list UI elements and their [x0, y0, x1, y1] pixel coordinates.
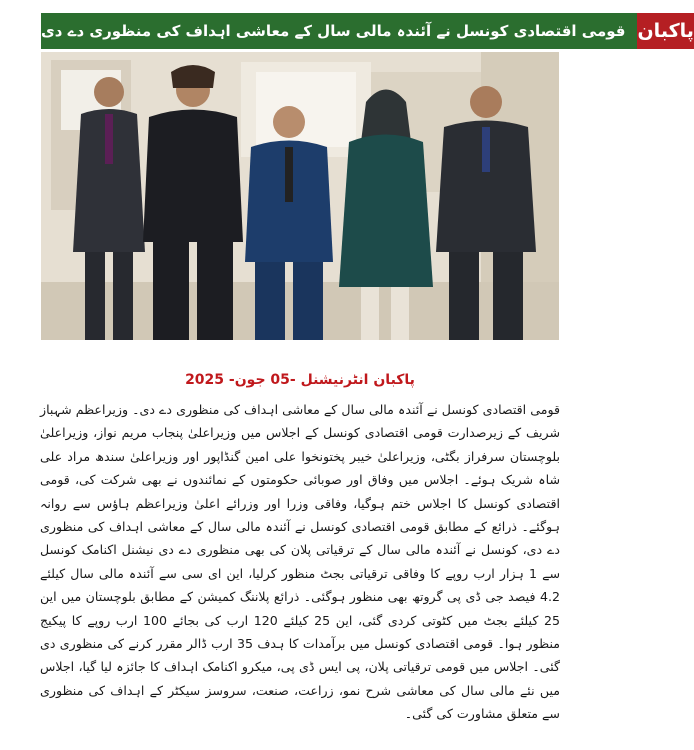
brand-logo: پاکبان	[637, 13, 693, 49]
news-photo	[41, 52, 559, 340]
group-photo-icon	[41, 52, 559, 340]
dateline: پاکبان انٹرنیشنل -05 جون- 2025	[185, 372, 415, 388]
headline-banner	[41, 13, 694, 49]
headline: قومی اقتصادی کونسل نے آئندہ مالی سال کے معاشی اہداف کی منظوری دے دی	[41, 13, 637, 49]
article-body: قومی اقتصادی کونسل نے آئندہ مالی سال کے معاشی اہداف کی منظوری دے دی۔ وزیراعظم شہباز شریف کے زیرصدارت قومی اقتصادی کونسل کے اجلاس میں وزیراعلیٰ پنجاب مریم نواز، وزیراعلیٰ بلوچستان سرفراز بگٹی، وزیراعلیٰ خیبر پختونخوا علی امین گنڈاپور اور وزیراعلیٰ سندھ مراد علی شاہ شریک ہوئے۔ اجلاس میں وفاق اور صوبائی حکومتوں کے نمائندوں نے بھی شرکت کی، قومی اقتصادی کونسل کا اجلاس ختم ہوگیا، وفاقی وزرا اور وزرائے اعلیٰ وزیراعظم ہاؤس سے روانہ ہوگئے۔ ذرائع کے مطابق قومی اقتصادی کونسل نے آئندہ مالی سال کے معاشی اہداف کی منظوری دے دی، کونسل نے آئندہ مالی سال کے ترقیاتی پلان کی بھی منظوری دے دی نیشنل اکنامک کونسل سے 1 ہزار ارب روپے کا وفاقی ترقیاتی بجٹ منظور کرلیا، این ای سی سے آئندہ مالی سال کیلئے 4.2 فیصد جی ڈی پی گروتھ بھی منظور ہوگئی۔ ذرائع پلاننگ کمیشن کے مطابق بلوچستان میں این 25 کیلئے بجٹ میں کٹوتی کردی گئی، این 25 کیلئے 120 ارب کی بجائے 100 ارب روپے کا پیکیج منظور ہوا۔ قومی اقتصادی کونسل میں برآمدات کا ہدف 35 ارب ڈالر مقرر کرنے کی منظوری دی گئی۔ اجلاس میں قومی ترقیاتی پلان، پی ایس ڈی پی، میکرو اکنامک اہداف کا جائزہ لیا گیا، اجلاس میں نئے مالی سال کی معاشی شرح نمو، زراعت، صنعت، سروسز سیکٹر کے اہداف کی منظوری سے متعلق مشاورت کی گئی۔	[40, 402, 561, 722]
